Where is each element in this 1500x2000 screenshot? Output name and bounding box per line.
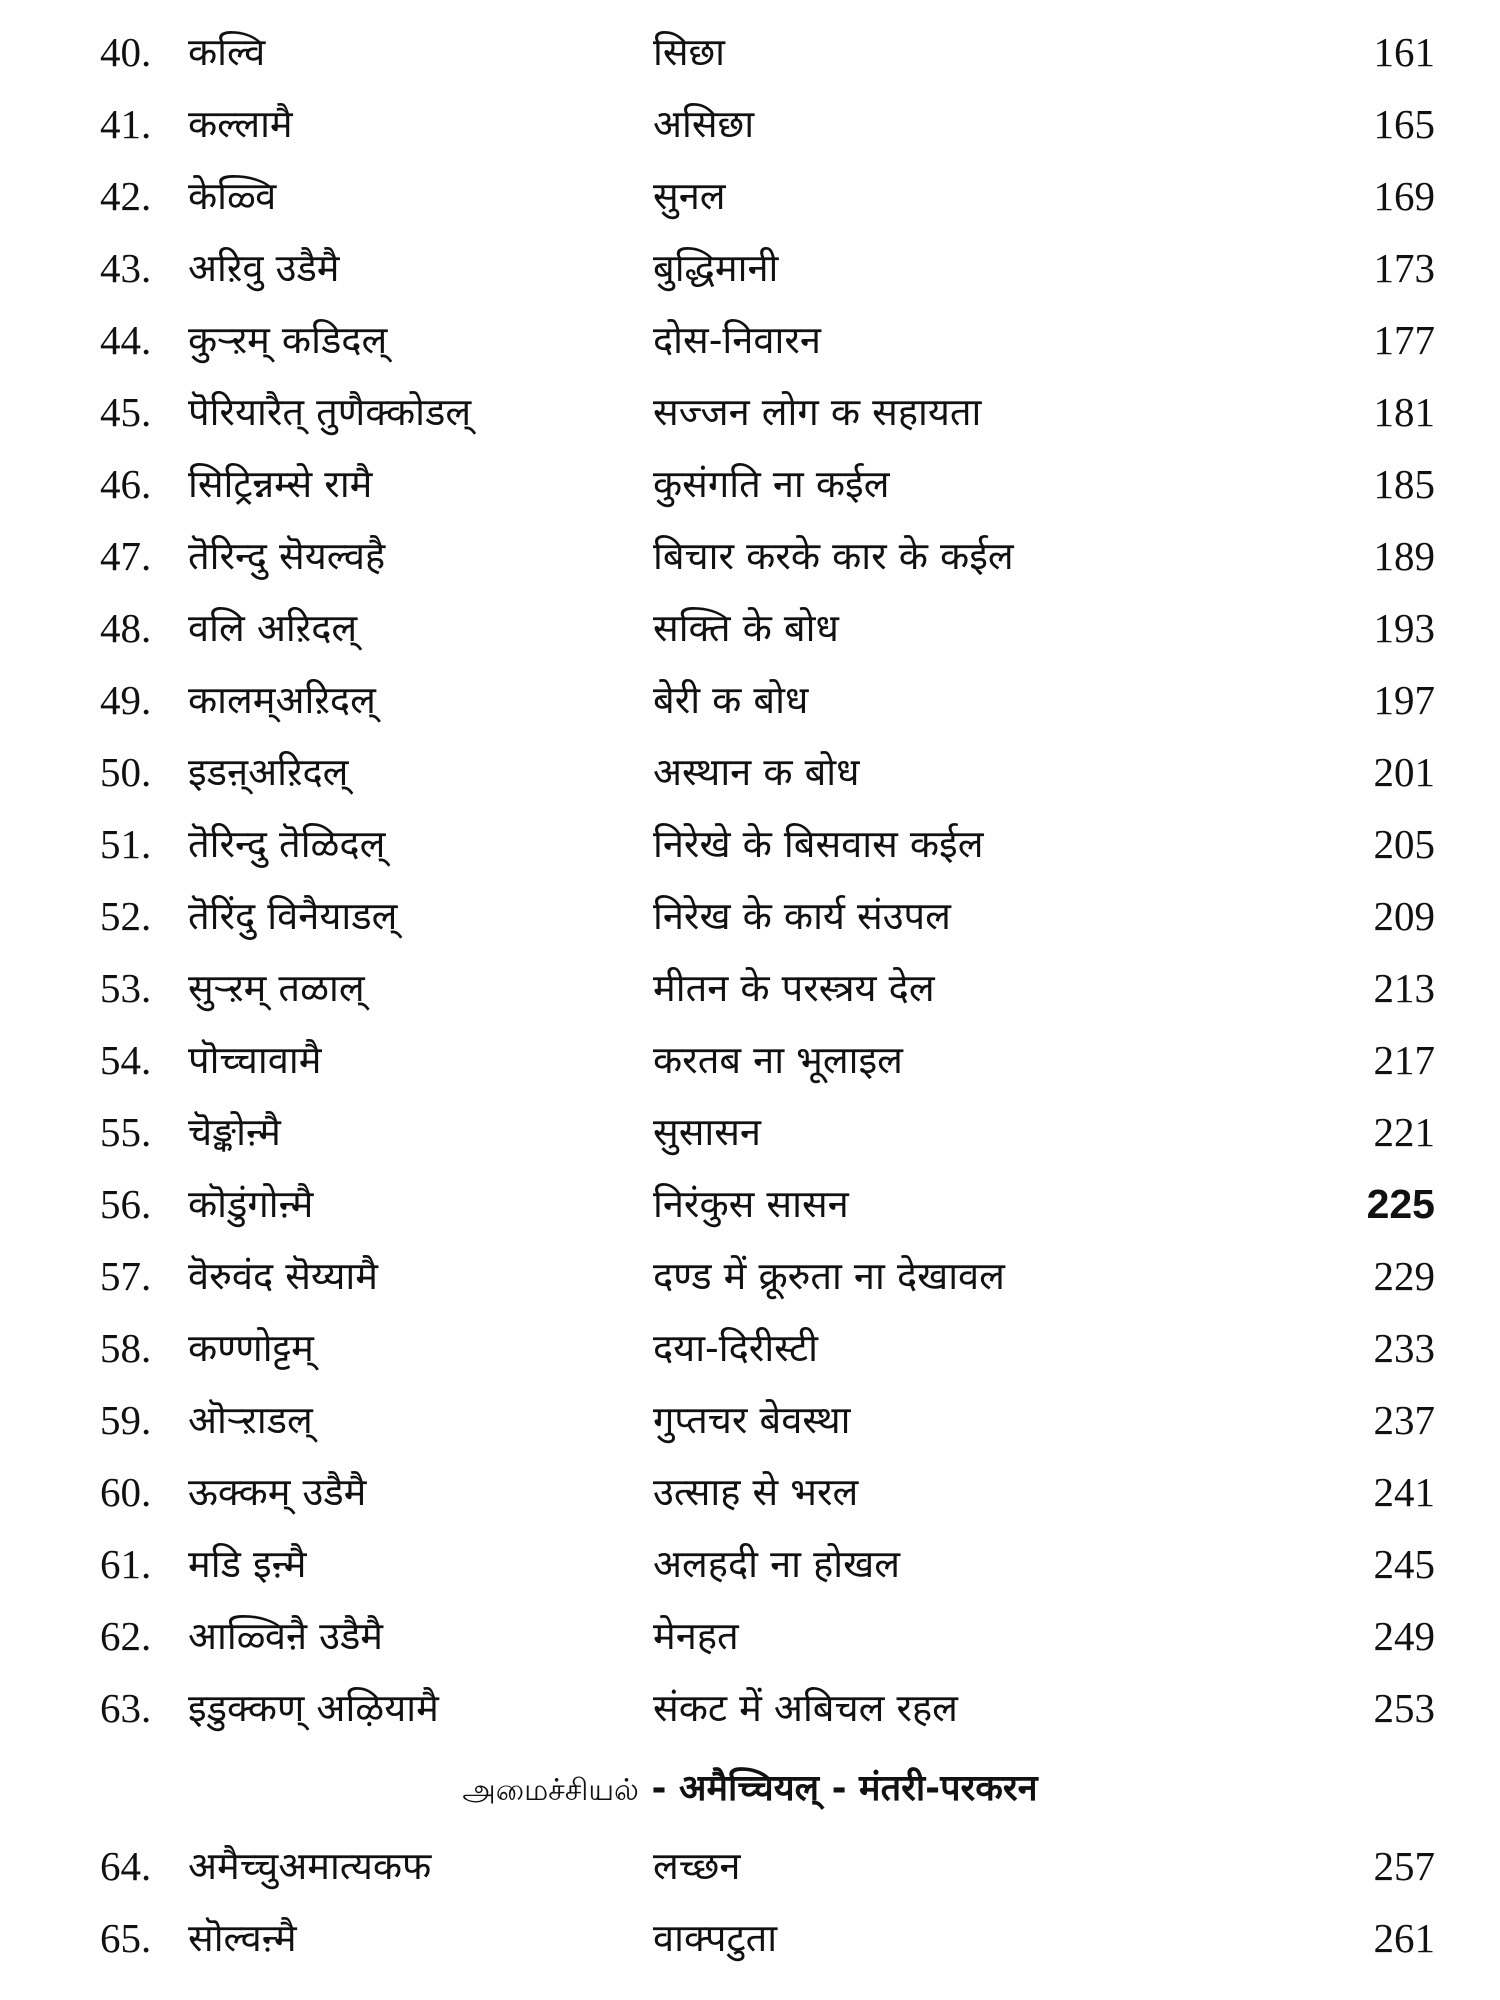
entry-page-number: 205 [1373, 821, 1435, 867]
entry-page-number: 173 [1373, 245, 1435, 291]
entry-tamil-title: सॊल्वऩ्मै [188, 1916, 297, 1960]
entry-page-number: 217 [1373, 1037, 1435, 1083]
contents-row [0, 1672, 1500, 1744]
entry-tamil-title: कल्वि [188, 30, 266, 74]
entry-hindi-title: कुसंगति ना कईल [653, 462, 890, 506]
entry-page-number: 237 [1373, 1397, 1435, 1443]
contents-row [0, 160, 1500, 232]
entry-page-number: 161 [1373, 29, 1435, 75]
entry-tamil-title: मडि इऩ्मै [188, 1542, 307, 1586]
entry-hindi-title: सज्जन लोग क सहायता [653, 390, 982, 434]
entry-hindi-title: बुद्धिमानी [653, 246, 779, 290]
entry-page-number: 221 [1373, 1109, 1435, 1155]
contents-row [0, 592, 1500, 664]
entry-tamil-title: कॊडुंगोऩ्मै [188, 1182, 314, 1226]
entry-page-number: 165 [1373, 101, 1435, 147]
entry-hindi-title: निरंकुस सासन [653, 1182, 849, 1226]
entry-number: 63. [100, 1685, 152, 1731]
contents-row [0, 880, 1500, 952]
entry-number: 62. [100, 1613, 152, 1659]
entry-number: 52. [100, 893, 152, 939]
entry-hindi-title: करतब ना भूलाइल [653, 1038, 903, 1082]
contents-row [0, 952, 1500, 1024]
entry-tamil-title: पॆरियारैत् तुणैक्कोडल् [188, 390, 472, 434]
entry-hindi-title: उत्साह से भरल [653, 1470, 859, 1514]
contents-row [0, 1830, 1500, 1902]
contents-row [0, 1096, 1500, 1168]
entry-number: 50. [100, 749, 152, 795]
contents-row [0, 448, 1500, 520]
entry-page-number: 189 [1373, 533, 1435, 579]
entry-page-number: 193 [1373, 605, 1435, 651]
entry-page-number: 185 [1373, 461, 1435, 507]
contents-row [0, 1384, 1500, 1456]
entry-hindi-title: निरेखे के बिसवास कईल [653, 822, 984, 866]
contents-row [0, 1902, 1500, 1974]
contents-row [0, 1528, 1500, 1600]
entry-tamil-title: केळ्वि [188, 174, 277, 218]
entry-hindi-title: मेनहत [653, 1614, 739, 1658]
entry-tamil-title: इडऩ्अऱिदल् [188, 750, 349, 794]
entry-tamil-title: तॆरिन्दु तॆळिदल् [188, 822, 386, 866]
entry-hindi-title: लच्छन [653, 1844, 741, 1888]
entry-number: 54. [100, 1037, 152, 1083]
entry-hindi-title: अस्थान क बोध [653, 750, 860, 794]
entry-page-number: 241 [1373, 1469, 1435, 1515]
entry-hindi-title: सुनल [653, 174, 726, 218]
entry-tamil-title: कालम्अऱिदल् [188, 678, 376, 722]
entry-page-number: 169 [1373, 173, 1435, 219]
entry-tamil-title: वलि अऱिदल् [188, 606, 358, 650]
contents-row [0, 376, 1500, 448]
section-heading [0, 1753, 1500, 1825]
entry-number: 53. [100, 965, 152, 1011]
entry-tamil-title: ऒऱ्ऱाडल् [188, 1398, 313, 1442]
contents-row [0, 304, 1500, 376]
entry-hindi-title: निरेख के कार्य संउपल [653, 894, 951, 938]
entry-tamil-title: आळ्विऩै उडैमै [188, 1614, 384, 1658]
entry-tamil-title: अऱिवु उडैमै [188, 246, 340, 290]
entry-number: 43. [100, 245, 152, 291]
entry-number: 60. [100, 1469, 152, 1515]
entry-tamil-title: कल्लामै [188, 102, 293, 146]
entry-page-number: 201 [1373, 749, 1435, 795]
contents-row [0, 16, 1500, 88]
entry-page-number: 213 [1373, 965, 1435, 1011]
entry-tamil-title: सुऱ्ऱम् तळाल् [188, 966, 365, 1010]
entry-tamil-title: कण्णोट्टम् [188, 1326, 314, 1370]
entry-page-number: 261 [1373, 1915, 1435, 1961]
entry-page-number: 245 [1373, 1541, 1435, 1587]
section-heading-hindi: - अमैच्चियल् - मंतरी-परकरन [638, 1768, 1038, 1809]
entry-page-number: 229 [1373, 1253, 1435, 1299]
entry-number: 45. [100, 389, 152, 435]
entry-hindi-title: मीतन के परस्त्रय देल [653, 966, 935, 1010]
entry-tamil-title: ऊक्कम् उडैमै [188, 1470, 367, 1514]
contents-row [0, 1024, 1500, 1096]
contents-row [0, 232, 1500, 304]
entry-number: 41. [100, 101, 152, 147]
entry-number: 46. [100, 461, 152, 507]
entry-tamil-title: चॆङ्कोऩ्मै [188, 1110, 281, 1154]
contents-row [0, 1456, 1500, 1528]
entry-page-number: 209 [1373, 893, 1435, 939]
contents-row [0, 88, 1500, 160]
entry-number: 58. [100, 1325, 152, 1371]
entry-hindi-title: सिछा [653, 30, 726, 74]
entry-hindi-title: सक्ति के बोध [653, 606, 839, 650]
entry-number: 49. [100, 677, 152, 723]
entry-number: 42. [100, 173, 152, 219]
entry-hindi-title: संकट में अबिचल रहल [653, 1686, 958, 1730]
contents-row [0, 1312, 1500, 1384]
entry-number: 56. [100, 1181, 152, 1227]
entry-number: 40. [100, 29, 152, 75]
entry-hindi-title: अलहदी ना होखल [653, 1542, 900, 1586]
entry-number: 64. [100, 1843, 152, 1889]
contents-row [0, 808, 1500, 880]
entry-number: 59. [100, 1397, 152, 1443]
entry-tamil-title: इडुक्कण् अऴियामै [188, 1686, 439, 1730]
entry-page-number: 181 [1373, 389, 1435, 435]
entry-tamil-title: अमैच्चुअमात्यकफ [188, 1844, 432, 1888]
entry-tamil-title: तॆरिंदु विनैयाडल् [188, 894, 398, 938]
entry-page-number: 253 [1373, 1685, 1435, 1731]
entry-hindi-title: दोस-निवारन [653, 318, 821, 362]
entry-number: 44. [100, 317, 152, 363]
entry-tamil-title: पॊच्चावामै [188, 1038, 322, 1082]
entry-number: 65. [100, 1915, 152, 1961]
entry-page-number: 233 [1373, 1325, 1435, 1371]
contents-row [0, 520, 1500, 592]
entry-hindi-title: गुप्तचर बेवस्था [653, 1398, 851, 1442]
contents-row [0, 1240, 1500, 1312]
entry-hindi-title: सुसासन [653, 1110, 761, 1154]
entry-number: 61. [100, 1541, 152, 1587]
entry-hindi-title: बेरी क बोध [653, 678, 809, 722]
entry-number: 47. [100, 533, 152, 579]
section-heading-tamil: அமைச்சியல் [462, 1773, 639, 1808]
entry-hindi-title: बिचार करके कार के कईल [653, 534, 1014, 578]
entry-number: 57. [100, 1253, 152, 1299]
entry-page-number: 249 [1373, 1613, 1435, 1659]
contents-row [0, 664, 1500, 736]
contents-row [0, 1168, 1500, 1240]
entry-tamil-title: सिट्रिन्नम्से रामै [188, 462, 373, 506]
entry-tamil-title: वॆरुवंद सॆय्यामै [188, 1254, 378, 1298]
contents-row [0, 736, 1500, 808]
entry-hindi-title: असिछा [653, 102, 755, 146]
entry-tamil-title: कुऱ्ऱम् कडिदल् [188, 318, 388, 362]
entry-hindi-title: दया-दिरीस्टी [653, 1326, 818, 1370]
entry-page-number: 257 [1373, 1843, 1435, 1889]
entry-hindi-title: दण्ड में क्रूरुता ना देखावल [653, 1254, 1005, 1298]
entry-number: 51. [100, 821, 152, 867]
entry-tamil-title: तॆरिन्दु सॆयल्वहै [188, 534, 386, 578]
entry-number: 48. [100, 605, 152, 651]
contents-row [0, 1600, 1500, 1672]
entry-number: 55. [100, 1109, 152, 1155]
entry-page-number: 225 [1366, 1181, 1435, 1227]
entry-page-number: 197 [1373, 677, 1435, 723]
entry-page-number: 177 [1373, 317, 1435, 363]
entry-hindi-title: वाक्पटुता [653, 1916, 778, 1960]
